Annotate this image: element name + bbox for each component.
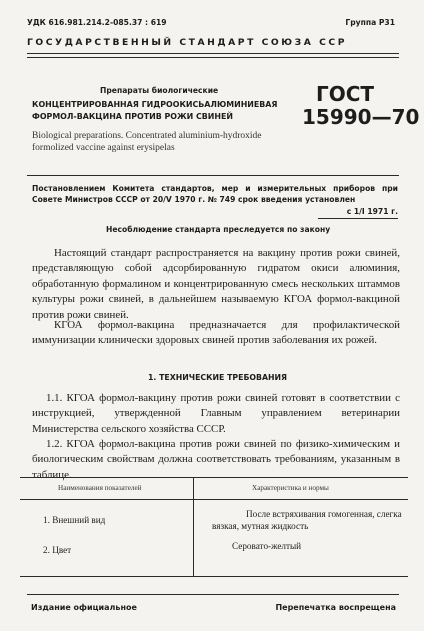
table-column-divider bbox=[193, 477, 194, 577]
clause-1-1: 1.1. КГОА формол-вакцину против рожи свиней готовят в соответствии с инструкцией, утвержденной Главным управлением ветеринарии Министерства сельского хозяйства СССР. bbox=[32, 392, 400, 435]
requirements-table bbox=[20, 477, 408, 577]
gost-label: ГОСТ bbox=[316, 82, 375, 106]
effective-date: с 1/I 1971 г. bbox=[346, 206, 398, 216]
latin-title: Biological preparations. Concentrated aluminium-hydroxide formolized vaccine against erysipelas bbox=[32, 131, 262, 153]
header-rule-bottom bbox=[27, 57, 399, 58]
section-title: 1. ТЕХНИЧЕСКИЕ ТРЕБОВАНИЯ bbox=[148, 373, 288, 382]
date-underline bbox=[318, 218, 398, 219]
preparations-subtitle: Препараты биологические bbox=[100, 86, 219, 95]
decree-body: Постановлением Комитета стандартов, мер и измерительных приборов при Совете Министров СССР от 20/V 1970 г. № 749 срок введения установлен bbox=[32, 184, 398, 205]
table-header-norms: Характеристика и нормы bbox=[252, 484, 329, 492]
group-code: Группа Р31 bbox=[345, 18, 395, 27]
table-row-1-name: 1. Внешний вид bbox=[43, 515, 106, 525]
table-row-2-name: 2. Цвет bbox=[43, 545, 72, 555]
purpose-paragraph: КГОА формол-вакцина предназначается для профилактической иммунизации клинически здоровых свиней против заболевания их рожей. bbox=[32, 319, 400, 347]
document-title-line2: ФОРМОЛ-ВАКЦИНА ПРОТИВ РОЖИ СВИНЕЙ bbox=[32, 112, 234, 121]
udk-code: УДК 616.981.214.2-085.37 : 619 bbox=[27, 18, 167, 27]
table-row-2-value: Серовато-желтый bbox=[232, 541, 302, 551]
official-edition-label: Издание официальное bbox=[31, 603, 137, 612]
state-standard-banner: ГОСУДАРСТВЕННЫЙ СТАНДАРТ СОЮЗА ССР bbox=[27, 37, 347, 48]
header-rule-top bbox=[27, 53, 399, 54]
table-bottom-border bbox=[20, 576, 408, 577]
reprint-prohibited-label: Перепечатка воспрещена bbox=[275, 603, 396, 612]
decree-text bbox=[32, 183, 398, 217]
document-title-line1: КОНЦЕНТРИРОВАННАЯ ГИДРООКИСЬАЛЮМИНИЕВАЯ bbox=[32, 100, 278, 109]
gost-number: 15990—70 bbox=[302, 105, 420, 129]
intro-paragraph: Настоящий стандарт распространяется на вакцину против рожи свиней, представляющую собой адсорбированную гидратом окиси алюминия, обработанную формалином и концентрированную смесь нескольких штаммов культуры рожи свиней, в дальнейшем называемую КГОА формол-вакциной против рожи свиней. bbox=[32, 247, 400, 321]
table-row-1-value: После встряхивания гомогенная, слегка вязкая, мутная жидкость bbox=[212, 509, 402, 531]
footer-rule bbox=[27, 594, 399, 595]
enforcement-notice: Несоблюдение стандарта преследуется по закону bbox=[106, 225, 331, 234]
clause-1-2: 1.2. КГОА формол-вакцина против рожи свиней по физико-химическим и биологическим свойствам должна соответствовать требованиям, указанным в таблице. bbox=[32, 438, 400, 481]
table-header-indicator: Наименования показателей bbox=[58, 484, 142, 492]
table-top-border bbox=[20, 477, 408, 478]
table-header-border bbox=[20, 499, 408, 500]
title-divider bbox=[27, 175, 399, 176]
